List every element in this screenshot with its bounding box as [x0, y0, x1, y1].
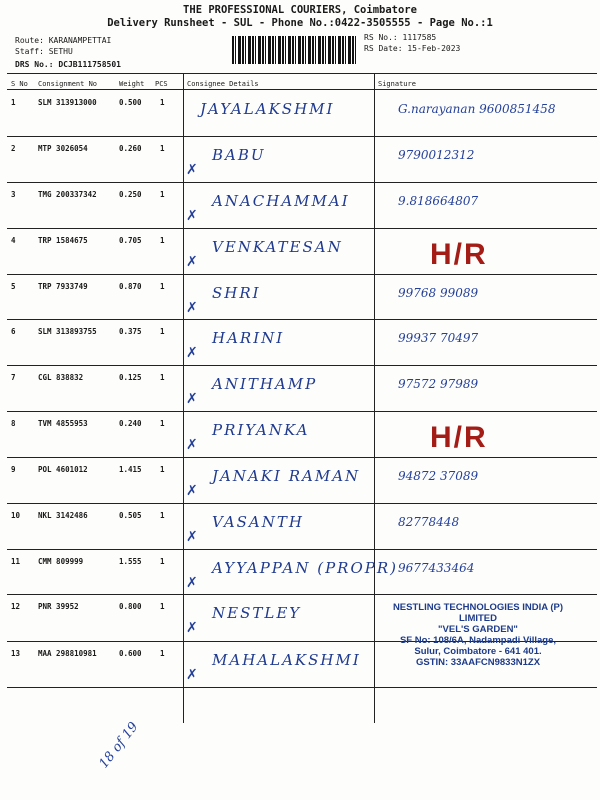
runsheet-title: Delivery Runsheet - SUL - Phone No.:0422-3505555 - Page No.:1: [107, 17, 493, 29]
row-pcs: 1: [160, 98, 165, 107]
row-consignee-handwritten: VASANTH: [212, 513, 304, 531]
cross-mark-icon: ✗: [186, 162, 198, 178]
cross-mark-icon: ✗: [186, 575, 198, 591]
rs-date: RS Date: 15-Feb-2023: [364, 44, 461, 53]
header-weight: Weight: [119, 80, 145, 88]
cross-mark-icon: ✗: [186, 391, 198, 407]
row-sno: 13: [11, 649, 21, 658]
row-weight: 0.600: [119, 649, 142, 658]
drs-value: DCJB111758501: [58, 60, 121, 69]
row-consignee-handwritten: NESTLEY: [212, 604, 302, 622]
row-rule: [7, 457, 597, 458]
row-pcs: 1: [160, 511, 165, 520]
courier-title: THE PROFESSIONAL COURIERS, Coimbatore: [183, 4, 417, 16]
row-pcs: 1: [160, 327, 165, 336]
row-rule: [7, 136, 597, 137]
row-weight: 0.705: [119, 236, 142, 245]
row-pcs: 1: [160, 282, 165, 291]
consignee-column-divider: [183, 73, 184, 723]
row-pcs: 1: [160, 649, 165, 658]
row-sno: 11: [11, 557, 21, 566]
row-consignee-handwritten: AYYAPPAN (PROPR): [212, 559, 399, 577]
row-weight: 0.870: [119, 282, 142, 291]
row-consignment-no: POL 4601012: [38, 465, 88, 474]
row-sno: 12: [11, 602, 21, 611]
row-pcs: 1: [160, 190, 165, 199]
row-signature: 97572 97989: [398, 377, 479, 391]
row-consignment-no: TVM 4855953: [38, 419, 88, 428]
stamp-gstin: GSTIN: 33AAFCN9833N1ZX: [415, 657, 541, 668]
row-signature: 99768 99089: [398, 286, 479, 300]
row-rule: [7, 365, 597, 366]
row-sno: 9: [11, 465, 16, 474]
row-consignee-handwritten: ANACHAMMAI: [212, 192, 350, 210]
row-pcs: 1: [160, 557, 165, 566]
header-pcs: PCS: [155, 80, 168, 88]
row-weight: 0.505: [119, 511, 142, 520]
row-consignment-no: SLM 313913000: [38, 98, 97, 107]
row-consignee-handwritten: PRIYANKA: [212, 421, 310, 439]
row-rule: [7, 687, 597, 688]
row-consignee-handwritten: JANAKI RAMAN: [212, 467, 361, 485]
header-consignment: Consignment No: [38, 80, 98, 88]
row-pcs: 1: [160, 419, 165, 428]
row-signature: 9677433464: [398, 561, 475, 575]
row-consignment-no: NKL 3142486: [38, 511, 88, 520]
header-signature: Signature: [378, 80, 416, 88]
page-count-note: 18 of 19: [96, 719, 142, 772]
row-rule: [7, 182, 597, 183]
row-weight: 0.375: [119, 327, 142, 336]
row-hr-mark: H/R: [430, 238, 488, 271]
cross-mark-icon: ✗: [186, 667, 198, 683]
row-weight: 1.415: [119, 465, 142, 474]
row-rule: [7, 503, 597, 504]
row-sno: 10: [11, 511, 21, 520]
row-pcs: 1: [160, 373, 165, 382]
drs-label: DRS No.:: [15, 60, 54, 69]
row-weight: 0.240: [119, 419, 142, 428]
row-weight: 0.500: [119, 98, 142, 107]
route: Route: KARANAMPETTAI: [15, 36, 112, 45]
cross-mark-icon: ✗: [186, 529, 198, 545]
header-sno: S No: [11, 80, 28, 88]
row-signature: 99937 70497: [398, 331, 479, 345]
row-signature: 82778448: [398, 515, 460, 529]
row-consignment-no: TMG 200337342: [38, 190, 97, 199]
cross-mark-icon: ✗: [186, 254, 198, 270]
row-weight: 0.250: [119, 190, 142, 199]
row-sno: 5: [11, 282, 16, 291]
row-consignment-no: TRP 7933749: [38, 282, 88, 291]
stamp-city: Sulur, Coimbatore - 641 401.: [414, 646, 542, 657]
row-weight: 0.800: [119, 602, 142, 611]
row-consignment-no: TRP 1584675: [38, 236, 88, 245]
cross-mark-icon: ✗: [186, 483, 198, 499]
row-rule: [7, 319, 597, 320]
signature-column-divider: [374, 73, 375, 723]
row-consignee-handwritten: JAYALAKSHMI: [200, 100, 335, 118]
row-sno: 3: [11, 190, 16, 199]
company-stamp: [378, 602, 578, 668]
cross-mark-icon: ✗: [186, 208, 198, 224]
staff: Staff: SETHU: [15, 47, 73, 56]
row-weight: 0.260: [119, 144, 142, 153]
row-pcs: 1: [160, 465, 165, 474]
row-consignment-no: PNR 39952: [38, 602, 79, 611]
row-sno: 2: [11, 144, 16, 153]
cross-mark-icon: ✗: [186, 345, 198, 361]
row-consignment-no: MTP 3026054: [38, 144, 88, 153]
row-rule: [7, 274, 597, 275]
row-consignee-handwritten: HARINI: [212, 329, 285, 347]
row-pcs: 1: [160, 144, 165, 153]
stamp-company: NESTLING TECHNOLOGIES INDIA (P) LIMITED: [392, 602, 564, 624]
cross-mark-icon: ✗: [186, 300, 198, 316]
row-sno: 8: [11, 419, 16, 428]
row-consignment-no: MAA 298810981: [38, 649, 97, 658]
row-consignment-no: CGL 838832: [38, 373, 84, 382]
row-rule: [7, 228, 597, 229]
row-pcs: 1: [160, 602, 165, 611]
row-consignment-no: SLM 313893755: [38, 327, 97, 336]
row-sno: 1: [11, 98, 16, 107]
row-consignee-handwritten: BABU: [212, 146, 266, 164]
drs-number: [15, 60, 121, 69]
row-consignee-handwritten: MAHALAKSHMI: [212, 651, 361, 669]
row-consignment-no: CMM 809999: [38, 557, 84, 566]
stamp-garden: "VEL'S GARDEN": [438, 624, 518, 635]
row-consignee-handwritten: ANITHAMP: [212, 375, 318, 393]
row-signature: 9.818664807: [398, 194, 479, 208]
row-rule: [7, 594, 597, 595]
row-sno: 4: [11, 236, 16, 245]
row-rule: [7, 411, 597, 412]
cross-mark-icon: ✗: [186, 437, 198, 453]
table-top-rule: [7, 73, 597, 74]
row-sno: 6: [11, 327, 16, 336]
row-weight: 1.555: [119, 557, 142, 566]
row-rule: [7, 549, 597, 550]
row-sno: 7: [11, 373, 16, 382]
barcode: [232, 36, 358, 64]
row-hr-mark: H/R: [430, 421, 488, 454]
row-signature: 9790012312: [398, 148, 475, 162]
cross-mark-icon: ✗: [186, 620, 198, 636]
stamp-address: SF No: 108/6A, Nadampadi Village,: [399, 635, 557, 646]
row-consignee-handwritten: SHRI: [212, 284, 261, 302]
row-signature: G.narayanan 9600851458: [398, 102, 556, 116]
row-weight: 0.125: [119, 373, 142, 382]
row-signature: 94872 37089: [398, 469, 479, 483]
rs-number: RS No.: 1117585: [364, 33, 437, 42]
row-pcs: 1: [160, 236, 165, 245]
header-consignee: Consignee Details: [187, 80, 259, 88]
row-consignee-handwritten: VENKATESAN: [212, 238, 343, 256]
